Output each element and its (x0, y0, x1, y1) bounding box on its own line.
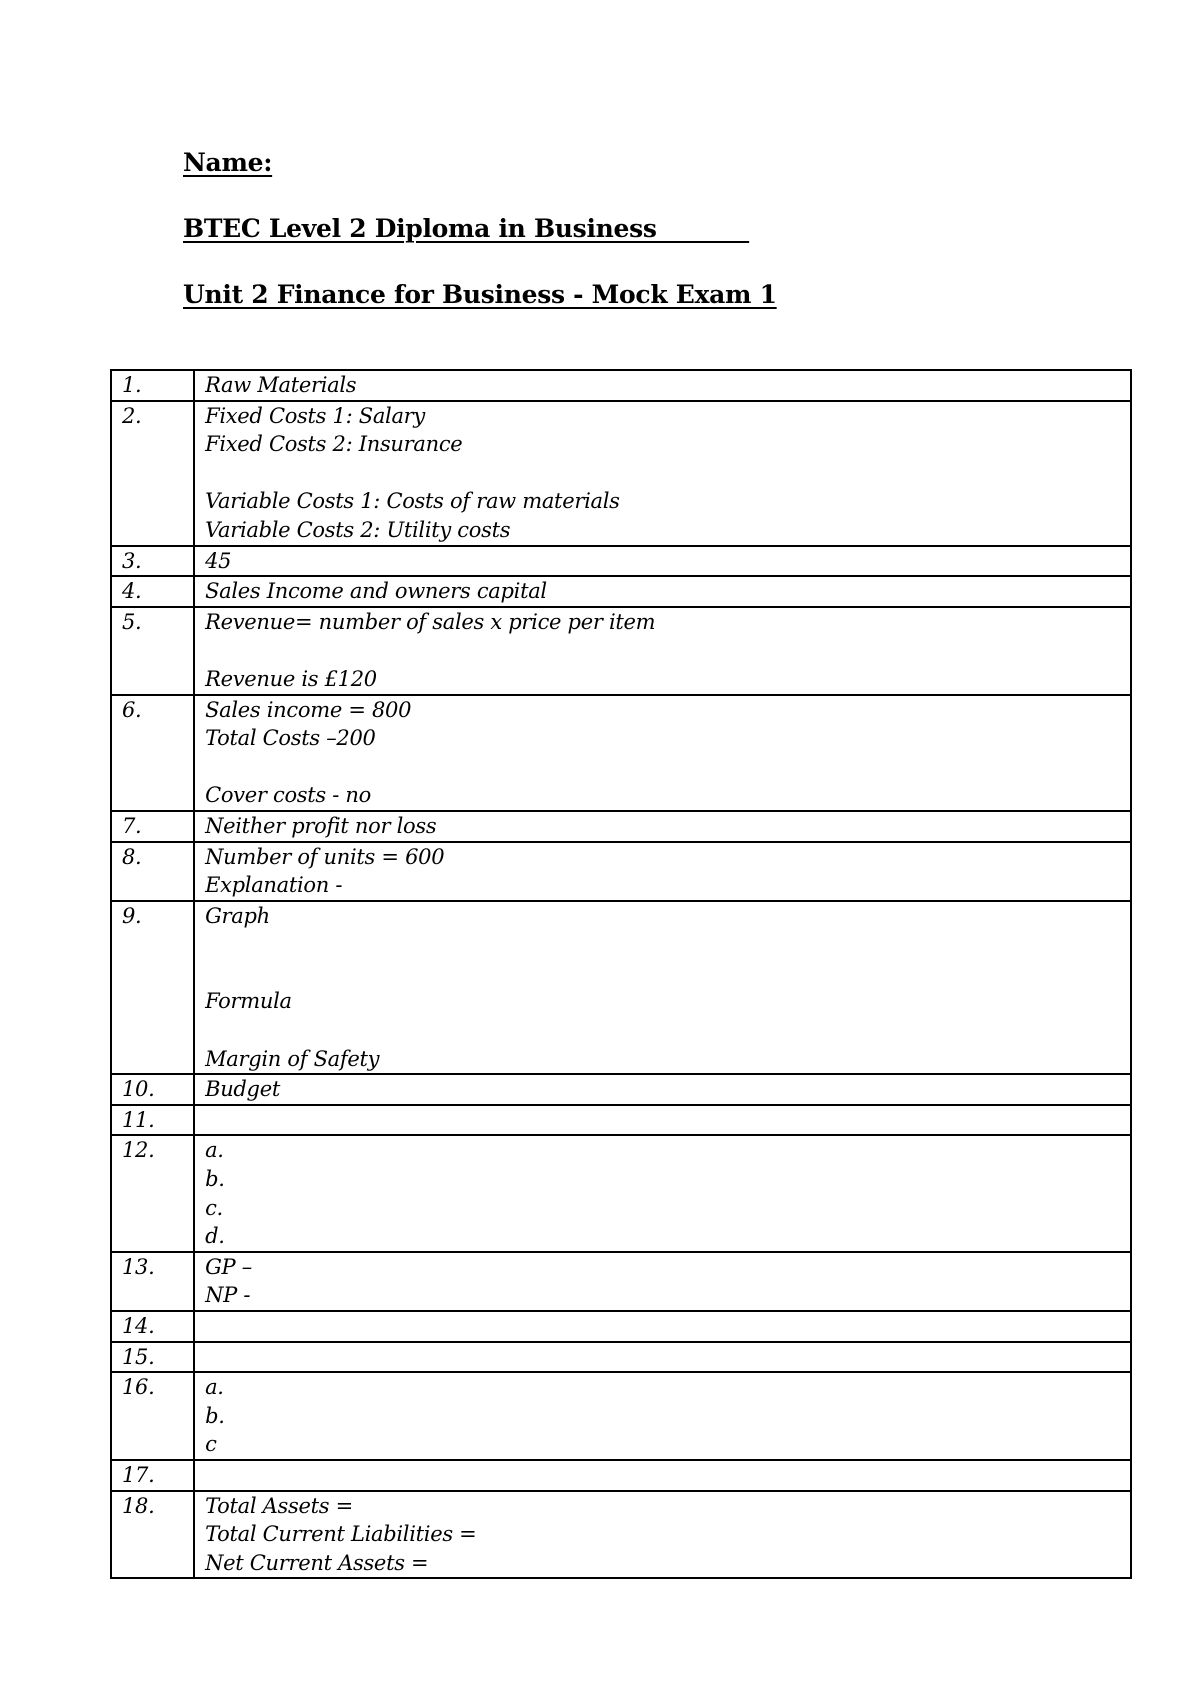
answer-line: Sales Income and owners capital (205, 579, 547, 604)
answer-row (111, 546, 1131, 577)
answer-cell (194, 401, 1131, 546)
answer-line: a. (205, 1375, 224, 1400)
answer-line: Number of units = 600 (205, 844, 445, 869)
name-label: Name: (183, 148, 273, 177)
question-number: 17. (111, 1460, 194, 1491)
answer-line: NP - (205, 1283, 251, 1308)
answer-line (205, 1016, 1120, 1045)
answer-line: Variable Costs 1: Costs of raw materials (205, 489, 620, 514)
answer-line (205, 1312, 1120, 1341)
answer-line: Neither profit nor loss (205, 813, 437, 838)
answer-row (111, 811, 1131, 842)
question-number: 15. (111, 1342, 194, 1373)
answer-line: Total Assets = (205, 1493, 353, 1518)
answer-line (205, 1343, 1120, 1372)
answer-line: Graph (205, 903, 270, 928)
answer-line: Formula (205, 989, 292, 1014)
answer-line: c. (205, 1195, 223, 1220)
answer-line (205, 459, 1120, 488)
question-number: 7. (111, 811, 194, 842)
answer-line: Revenue is £120 (205, 666, 377, 691)
answer-row (111, 607, 1131, 695)
question-number: 13. (111, 1252, 194, 1311)
answer-row (111, 695, 1131, 811)
answer-row (111, 1135, 1131, 1251)
question-number: 14. (111, 1311, 194, 1342)
answer-row (111, 1372, 1131, 1460)
answer-cell (194, 811, 1131, 842)
answer-cell (194, 1460, 1131, 1491)
answer-cell (194, 1135, 1131, 1251)
question-number: 6. (111, 695, 194, 811)
answer-row (111, 842, 1131, 901)
answer-cell (194, 1491, 1131, 1579)
answer-line: Total Costs –200 (205, 726, 376, 751)
question-number: 10. (111, 1074, 194, 1105)
answer-row (111, 1342, 1131, 1373)
answer-line: GP – (205, 1254, 252, 1279)
answer-table (110, 369, 1132, 1579)
answer-cell (194, 1074, 1131, 1105)
question-number: 12. (111, 1135, 194, 1251)
answer-row (111, 1460, 1131, 1491)
unit-title: Unit 2 Finance for Business - Mock Exam 1 (183, 280, 777, 309)
answer-line: c (205, 1432, 217, 1457)
answer-row (111, 576, 1131, 607)
answer-line: a. (205, 1138, 224, 1163)
answer-line: Sales income = 800 (205, 697, 412, 722)
answer-cell (194, 1311, 1131, 1342)
question-number: 3. (111, 546, 194, 577)
answer-line: Variable Costs 2: Utility costs (205, 517, 511, 542)
question-number: 11. (111, 1105, 194, 1136)
question-number: 18. (111, 1491, 194, 1579)
answer-line (205, 1461, 1120, 1490)
answer-line (205, 959, 1120, 988)
answer-cell (194, 1342, 1131, 1373)
question-number: 8. (111, 842, 194, 901)
answer-row (111, 1074, 1131, 1105)
answer-cell (194, 901, 1131, 1075)
course-title: BTEC Level 2 Diploma in Business (183, 214, 750, 243)
answer-row (111, 901, 1131, 1075)
answer-cell (194, 607, 1131, 695)
answer-row (111, 370, 1131, 401)
answer-line (205, 1106, 1120, 1135)
answer-table-body (111, 370, 1131, 1578)
answer-line: d. (205, 1224, 225, 1249)
answer-cell (194, 576, 1131, 607)
answer-line (205, 753, 1120, 782)
answer-line: Raw Materials (205, 373, 357, 397)
answer-cell (194, 1105, 1131, 1136)
question-number: 1. (111, 370, 194, 401)
answer-cell (194, 695, 1131, 811)
answer-line: Explanation - (205, 873, 343, 898)
answer-row (111, 1311, 1131, 1342)
answer-line: b. (205, 1403, 225, 1428)
answer-row (111, 1491, 1131, 1579)
answer-cell (194, 546, 1131, 577)
answer-row (111, 1105, 1131, 1136)
question-number: 2. (111, 401, 194, 546)
answer-line: Cover costs - no (205, 783, 371, 808)
answer-line: Fixed Costs 2: Insurance (205, 432, 463, 457)
answer-line: Net Current Assets = (205, 1550, 429, 1575)
answer-line: Margin of Safety (205, 1046, 380, 1071)
question-number: 16. (111, 1372, 194, 1460)
answer-line: Total Current Liabilities = (205, 1522, 477, 1547)
answer-row (111, 401, 1131, 546)
answer-line: Fixed Costs 1: Salary (205, 403, 425, 428)
answer-cell (194, 1372, 1131, 1460)
answer-line: Revenue= number of sales x price per item (205, 609, 656, 634)
answer-line: Budget (205, 1077, 280, 1102)
answer-cell (194, 1252, 1131, 1311)
answer-line (205, 636, 1120, 665)
question-number: 4. (111, 576, 194, 607)
question-number: 9. (111, 901, 194, 1075)
answer-cell (194, 842, 1131, 901)
answer-cell (194, 370, 1131, 401)
answer-line: 45 (205, 548, 232, 573)
answer-line (205, 930, 1120, 959)
question-number: 5. (111, 607, 194, 695)
answer-row (111, 1252, 1131, 1311)
answer-line: b. (205, 1167, 225, 1192)
